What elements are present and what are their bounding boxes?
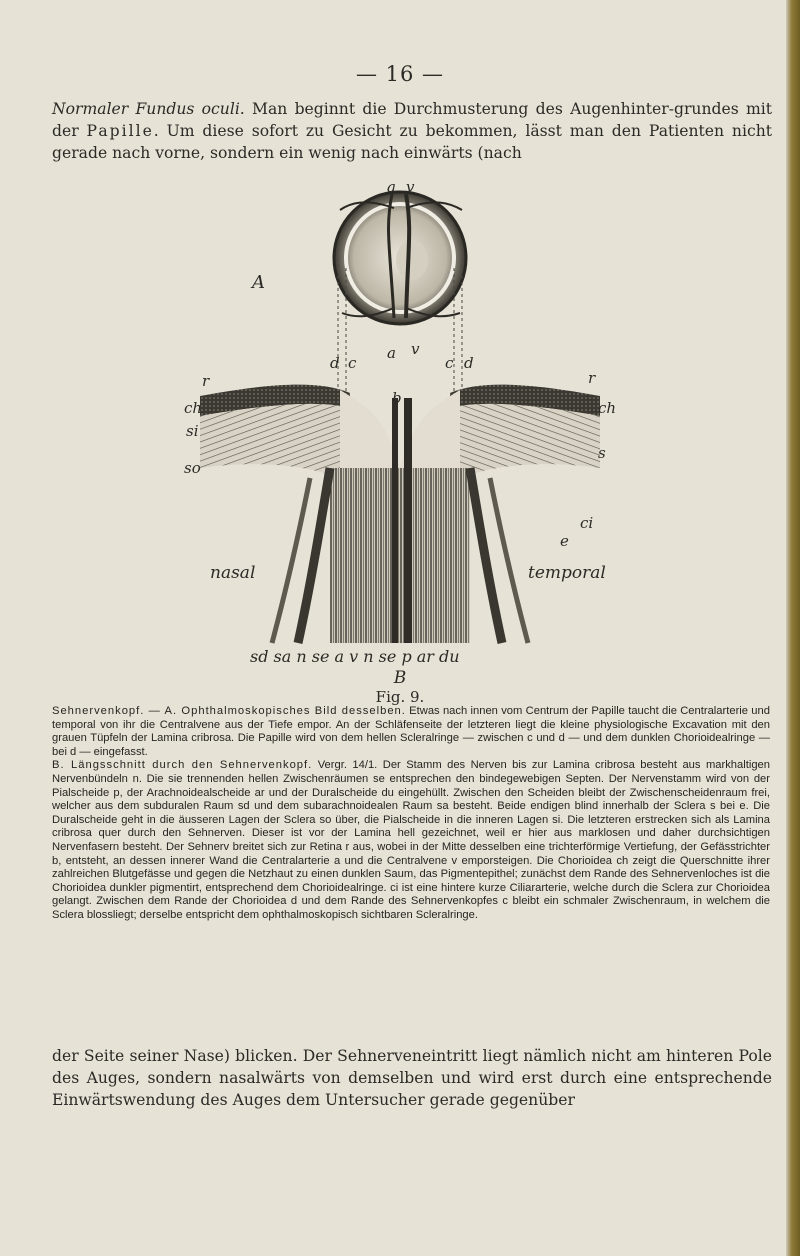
intro-paragraph [52, 98, 772, 164]
label-e: e [560, 532, 569, 550]
label-ci: ci [580, 514, 594, 532]
label-v-top: v [406, 178, 415, 196]
intro-text-1: Man beginnt die Durchmusterung des Augenhinter-grundes mit der [52, 100, 772, 140]
label-r-left: r [202, 372, 210, 390]
label-so: so [184, 459, 201, 477]
label-c-right: c [445, 354, 454, 372]
fundus-disc-view [334, 192, 466, 324]
figure-number: Fig. 9. [375, 688, 425, 706]
label-d-right: d [464, 354, 474, 372]
label-B: B [393, 668, 407, 688]
label-bottom-row: sd sa n se a v n se p ar du [250, 647, 460, 666]
fig-9-illustration [180, 168, 620, 668]
label-A: A [252, 272, 265, 293]
label-c-left: c [348, 354, 357, 372]
caption-text-a: Etwas nach innen vom Centrum der Papille taucht die Centralarterie und temporal von ihr die Centralvene aus der Tiefe empor. An der Schläfenseite der letzteren liegt die kleine physiologische Excavation mit den grauen Tüpfeln der Lamina cribrosa. Die Papille wird von dem hellen Scleralringe — zwischen c und d — und dem dunklen Chorioidealringe — bei d — eingefasst. [52, 705, 770, 758]
page-edge [786, 0, 800, 1256]
label-a-mid: a [387, 344, 396, 362]
caption-heading-b: B. Längsschnitt durch den Sehnervenkopf. [52, 759, 313, 772]
caption-text-b: Vergr. 14/1. Der Stamm des Nerven bis zur Lamina cribrosa besteht aus markhaltigen Nervenbündeln n. Die sie trennenden hellen Zwischenräumen se entsprechen den bindegewebigen Septen. Der Nervenstamm wird von der Pialscheide p, der Arachnoidealscheide ar und der Duralscheide du eingehüllt. Zwischen den Scheiden bleibt der Zwischenscheidenraum frei, welcher aus dem subduralen Raum sd und dem subarachnoidealen Raum sa besteht. Beide endigen blind innerhalb der Sclera s bei e. Die Duralscheide geht in die äusseren Lagen der Sclera so über, die Pialscheide in die inneren Lagen si. Die letzteren erstrecken sich als Lamina cribrosa quer durch den Sehnerven. Dieser ist vor der Lamina hell gezeichnet, weil er hier aus marklosen und daher durchsichtigen Nervenfasern besteht. Der Sehnerv breitet sich zur Retina r aus, wobei in der Mitte desselben eine trichterförmige Vertiefung, der Gefässtrichter b, entsteht, an dessen innerer Wand die Centralarterie a und die Centralvene v emporsteigen. Die Chorioidea ch zeigt die Querschnitte ihrer zahlreichen Blutgefässe und gegen die Netzhaut zu einen dunklen Saum, das Pigmentepithel; zunächst dem Rande des Sehnervenloches ist die Chorioidea dunkler pigmentirt, entsprechend dem Chorioidealringe. ci ist eine hintere kurze Ciliararterie, welche durch die Sclera zur Chorioidea gelangt. Zwischen dem Rande der Chorioidea d und dem Rande des Sehnervenkopfes c bleibt ein schmaler Zwischenraum, in welchem die Sclera blossliegt; derselbe entspricht dem ophthalmoskopisch sichtbaren Scleralringe. [52, 759, 770, 921]
page-number: — 16 — [355, 62, 445, 86]
label-si: si [186, 422, 199, 440]
label-ch-right: ch [598, 399, 617, 417]
label-b: b [392, 389, 402, 407]
figure-caption [52, 705, 770, 923]
label-nasal: nasal [210, 563, 256, 583]
intro-text-2: . Um diese sofort zu Gesicht zu bekommen, lässt man den Patienten nicht gerade nach vorne, sondern ein wenig nach einwärts (nach [52, 122, 772, 162]
optic-nerve-drawing [180, 168, 620, 668]
label-temporal: temporal [528, 563, 606, 583]
label-r-right: r [588, 369, 596, 387]
intro-spaced-word: Papille [86, 122, 154, 140]
label-d-left: d [330, 354, 340, 372]
outro-paragraph: der Seite seiner Nase) blicken. Der Sehnerveneintritt liegt nämlich nicht am hinteren Pole des Auges, sondern nasalwärts von demselben und wird erst durch eine entsprechende Einwärtswendung des Auges dem Untersucher gerade gegenüber [52, 1047, 772, 1109]
label-a-top: a [387, 178, 396, 196]
label-ch-left: ch [184, 399, 203, 417]
caption-part-b [52, 759, 770, 922]
label-s: s [598, 444, 606, 462]
longitudinal-section [200, 385, 600, 643]
caption-part-a [52, 705, 770, 759]
fig-label-B-row [0, 668, 800, 706]
caption-heading-a: Sehnervenkopf. — A. Ophthalmoskopisches Bild desselben. [52, 705, 406, 717]
label-v-mid: v [411, 340, 420, 358]
intro-lead: Normaler Fundus oculi. [52, 100, 245, 118]
